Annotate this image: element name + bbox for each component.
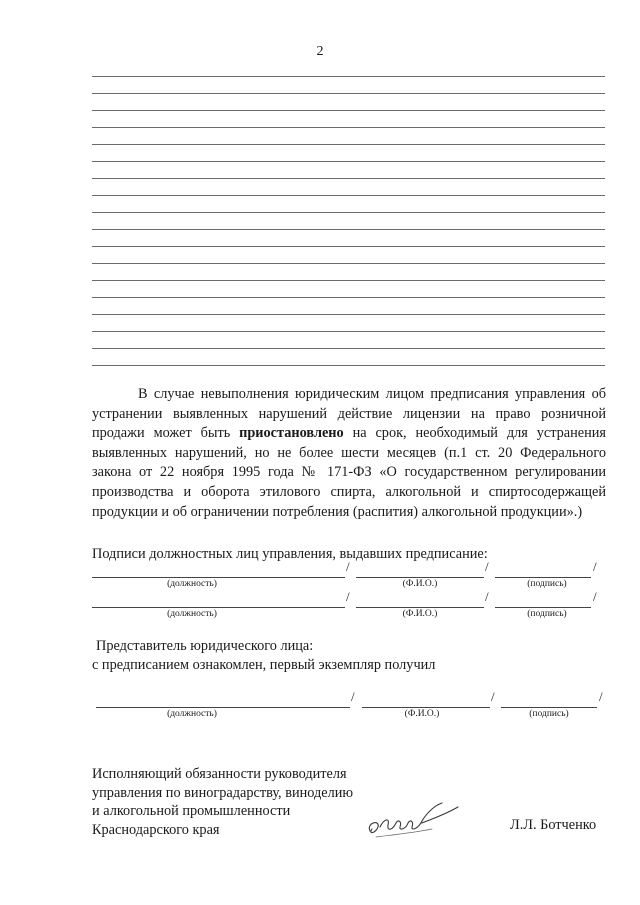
- ruled-line: [92, 297, 605, 298]
- full-name-line: [356, 563, 484, 578]
- full-name-line: [356, 593, 484, 608]
- ruled-line: [92, 348, 605, 349]
- acknowledgement-line: с предписанием ознакомлен, первый экземпляр получил: [92, 657, 436, 673]
- ruled-line: [92, 246, 605, 247]
- full-name-line: [362, 693, 490, 708]
- signer-title-line-3: и алкогольной промышленности: [92, 803, 291, 819]
- officials-signatures-heading: Подписи должностных лиц управления, выдавших предписание:: [92, 546, 488, 562]
- representative-heading: Представитель юридического лица:: [96, 638, 314, 654]
- position-caption: (должность): [167, 579, 217, 589]
- handwritten-signature: [362, 793, 472, 843]
- paragraph-text-after: на срок, необходимый для устранения выявленных нарушений, но не более шести месяцев (п.1 ст. 20 Федерального закона от 22 ноября 1995 года № 171-ФЗ «О государственном регулировании производства и оборота этилового спирта, алкогольной и спиртосодержащей продукции и об ограничении потребления (распития) алкогольной продукции».): [92, 425, 606, 520]
- signer-title-block: [92, 765, 353, 839]
- paragraph-text-before: В случае невыполнения юридическим лицом предписания управления об устранении выявленных нарушений действие лицензии на право розничной продажи может быть: [92, 386, 606, 442]
- ruled-line: [92, 195, 605, 196]
- signer-title-line-1: Исполняющий обязанности руководителя: [92, 766, 347, 782]
- page-number: 2: [316, 44, 324, 59]
- signature-line: [495, 563, 591, 578]
- representative-signature-row: / / / (должность) (Ф.И.О.) (подпись): [96, 693, 605, 713]
- ruled-line: [92, 212, 605, 213]
- signer-title-line-2: управления по виноградарству, виноделию: [92, 784, 354, 801]
- signature-caption: (подпись): [529, 709, 569, 719]
- full-name-caption: (Ф.И.О.): [404, 709, 440, 719]
- signature-line: [495, 593, 591, 608]
- official-signature-row-2: / / / (должность) (Ф.И.О.) (подпись): [92, 593, 605, 613]
- official-signature-row-1: / / / (должность) (Ф.И.О.) (подпись): [92, 563, 605, 583]
- ruled-line: [92, 280, 605, 281]
- signer-name: Л.Л. Ботченко: [510, 817, 597, 833]
- ruled-line: [92, 161, 605, 162]
- suspension-warning-paragraph: [92, 385, 606, 522]
- signature-line: [501, 693, 597, 708]
- ruled-line: [92, 144, 605, 145]
- ruled-line: [92, 93, 605, 94]
- signature-caption: (подпись): [527, 579, 567, 589]
- ruled-line: [92, 314, 605, 315]
- ruled-line: [92, 127, 605, 128]
- signer-title-line-4: Краснодарского края: [92, 821, 220, 838]
- position-caption: (должность): [167, 709, 217, 719]
- paragraph-emphasis: приостановлено: [239, 425, 344, 442]
- ruled-line: [92, 229, 605, 230]
- ruled-line: [92, 76, 605, 77]
- ruled-line: [92, 331, 605, 332]
- ruled-line: [92, 365, 605, 366]
- ruled-line: [92, 110, 605, 111]
- full-name-caption: (Ф.И.О.): [402, 579, 438, 589]
- position-line: [92, 593, 345, 608]
- position-line: [92, 563, 345, 578]
- ruled-line: [92, 263, 605, 264]
- signature-caption: (подпись): [527, 609, 567, 619]
- ruled-line: [92, 178, 605, 179]
- position-line: [96, 693, 350, 708]
- position-caption: (должность): [167, 609, 217, 619]
- full-name-caption: (Ф.И.О.): [402, 609, 438, 619]
